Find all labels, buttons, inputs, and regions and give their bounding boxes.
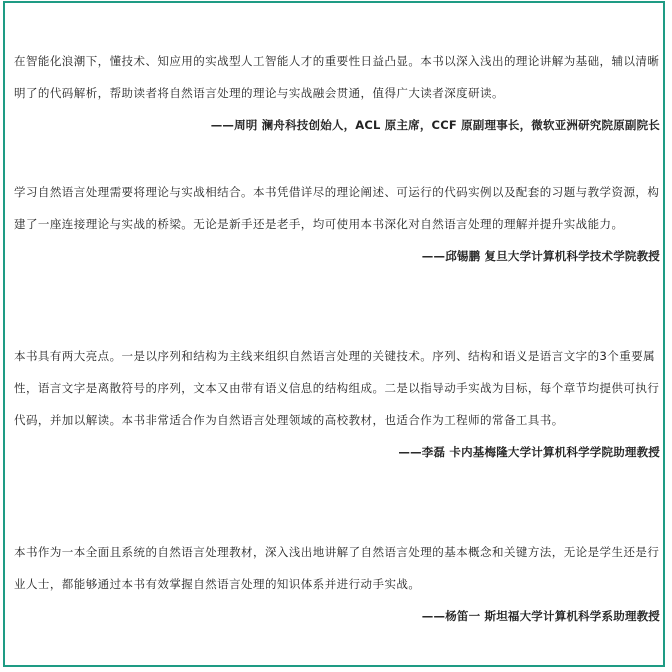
endorsement-attribution: ——周明 澜舟科技创始人，ACL 原主席，CCF 原副理事长，微软亚洲研究院原副院长 xyxy=(210,118,660,132)
endorsement-block-4 xyxy=(14,536,660,632)
endorsement-block-1 xyxy=(14,45,660,141)
endorsement-text: 在智能化浪潮下，懂技术、知应用的实战型人工智能人才的重要性日益凸显。本书以深入浅出的理论讲解为基础，辅以清晰明了的代码解析，帮助读者将自然语言处理的理论与实战融会贯通，值得广大读者深度研读。 xyxy=(14,54,660,100)
endorsement-block-2 xyxy=(14,176,660,272)
endorsement-attribution: ——李磊 卡内基梅隆大学计算机科学学院助理教授 xyxy=(398,445,660,459)
endorsement-text: 本书具有两大亮点。一是以序列和结构为主线来组织自然语言处理的关键技术。序列、结构和语义是语言文字的3个重要属性，语言文字是离散符号的序列，文本又由带有语义信息的结构组成。二是以指导动手实战为目标，每个章节均提供可执行代码，并加以解读。本书非常适合作为自然语言处理领域的高校教材，也适合作为工程师的常备工具书。 xyxy=(14,349,660,427)
endorsement-block-3 xyxy=(14,340,660,468)
endorsement-text: 学习自然语言处理需要将理论与实战相结合。本书凭借详尽的理论阐述、可运行的代码实例以及配套的习题与教学资源，构建了一座连接理论与实战的桥梁。无论是新手还是老手，均可使用本书深化对自然语言处理的理解并提升实战能力。 xyxy=(14,185,660,231)
endorsement-attribution: ——杨笛一 斯坦福大学计算机科学系助理教授 xyxy=(421,609,660,623)
endorsement-text: 本书作为一本全面且系统的自然语言处理教材，深入浅出地讲解了自然语言处理的基本概念和关键方法，无论是学生还是行业人士，都能够通过本书有效掌握自然语言处理的知识体系并进行动手实战。 xyxy=(14,545,660,591)
endorsement-attribution: ——邱锡鹏 复旦大学计算机科学技术学院教授 xyxy=(421,249,660,263)
